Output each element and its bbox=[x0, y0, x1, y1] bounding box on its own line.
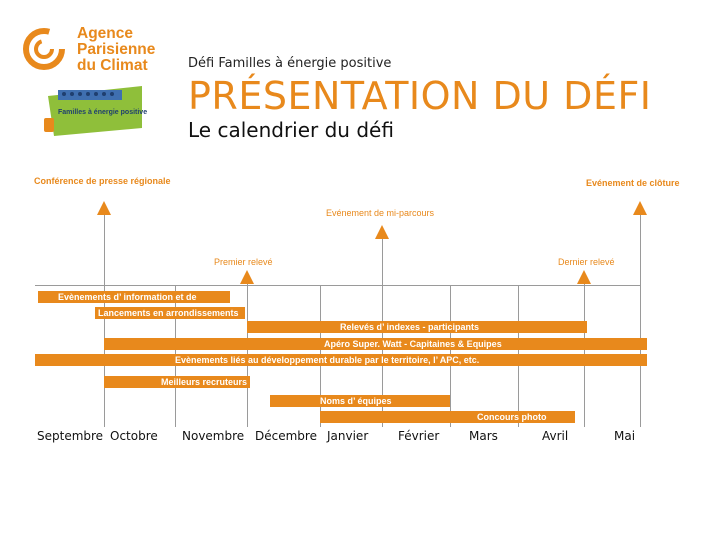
milestone-press-conference: Conférence de presse régionale bbox=[34, 176, 171, 186]
bar-index-readings bbox=[247, 321, 587, 333]
bar-label: Noms d’ équipes bbox=[320, 396, 392, 406]
bar-best-recruiters bbox=[104, 376, 250, 388]
badge-label: Familles à énergie positive bbox=[58, 109, 148, 116]
month-label: Novembre bbox=[182, 429, 245, 443]
bar-label: Evènements liés au développement durable par le territoire, l’ APC, etc. bbox=[175, 355, 480, 365]
bar-sustainable-dev-events bbox=[35, 354, 647, 366]
month-label: Septembre bbox=[37, 429, 104, 443]
bar-label: Evènements d’ information et de bbox=[58, 292, 197, 302]
bar-information-events bbox=[38, 291, 230, 303]
milestone-last-reading: Dernier relevé bbox=[558, 257, 615, 267]
last-reading-marker-icon bbox=[577, 270, 591, 284]
bar-label: Apéro Super. Watt - Capitaines & Equipes bbox=[324, 339, 502, 349]
bar-label: Meilleurs recruteurs bbox=[161, 377, 248, 387]
bar-photo-contest bbox=[320, 411, 575, 423]
milestone-mid-course: Evénement de mi-parcours bbox=[326, 208, 435, 218]
milestone-first-reading: Premier relevé bbox=[214, 257, 273, 267]
press-conference-marker-icon bbox=[97, 201, 111, 215]
first-reading-marker-icon bbox=[240, 270, 254, 284]
logo-line-2: Parisienne bbox=[77, 41, 156, 58]
agency-logo-text bbox=[77, 26, 155, 74]
milestone-closing: Evénement de clôture bbox=[586, 178, 680, 188]
bar-launch-events bbox=[95, 307, 245, 319]
month-label: Février bbox=[398, 429, 440, 443]
month-label: Janvier bbox=[327, 429, 369, 443]
bar-label: Concours photo bbox=[477, 412, 547, 422]
month-label: Mai bbox=[614, 429, 636, 443]
month-label: Mars bbox=[469, 429, 498, 443]
page-subtitle: Le calendrier du défi bbox=[188, 118, 394, 142]
page-title: PRÉSENTATION DU DÉFI bbox=[188, 74, 652, 118]
month-label: Avril bbox=[542, 429, 569, 443]
logo-line-1: Agence bbox=[77, 25, 133, 42]
mid-course-marker-icon bbox=[375, 225, 389, 239]
month-label: Octobre bbox=[110, 429, 158, 443]
closing-marker-icon bbox=[633, 201, 647, 215]
logo-line-3: du Climat bbox=[77, 57, 148, 74]
agency-logo-icon bbox=[22, 27, 66, 71]
bar-team-names bbox=[270, 395, 450, 407]
event-name: Défi Familles à énergie positive bbox=[188, 56, 392, 71]
bar-apero-superwatt bbox=[104, 338, 647, 350]
bar-label: Relevés d’ indexes - participants bbox=[340, 322, 480, 332]
month-label: Décembre bbox=[255, 429, 317, 443]
gridline-1 bbox=[104, 215, 105, 427]
gridline-9 bbox=[640, 215, 641, 427]
bar-label: Lancements en arrondissements bbox=[98, 308, 239, 318]
timeline-axis bbox=[35, 285, 640, 286]
